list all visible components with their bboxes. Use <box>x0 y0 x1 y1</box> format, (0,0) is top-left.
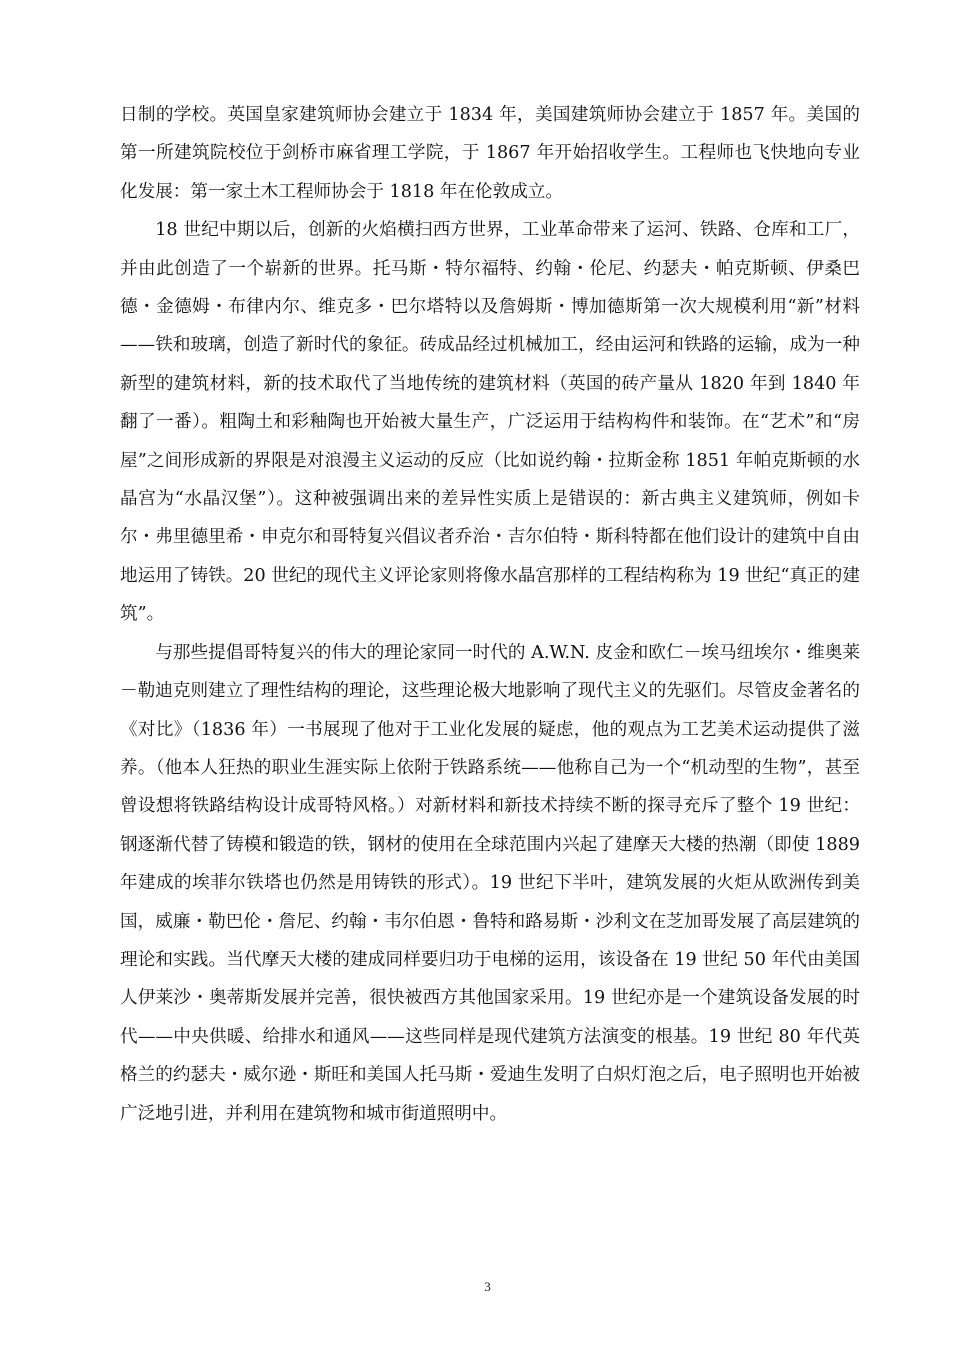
paragraph-continuation: 日制的学校。英国皇家建筑师协会建立于 1834 年，美国建筑师协会建立于 1857 年。美国的第一所建筑院校位于剑桥市麻省理工学院，于 1867 年开始招收学生。工程师也飞快地向专业化发展：第一家土木工程师协会于 1818 年在伦敦成立。 <box>120 105 860 202</box>
body-text <box>120 96 860 1133</box>
page-number: 3 <box>484 1279 491 1294</box>
paragraph-industrial-revolution: 18 世纪中期以后，创新的火焰横扫西方世界，工业革命带来了运河、铁路、仓库和工厂，并由此创造了一个崭新的世界。托马斯・特尔福特、约翰・伦尼、约瑟夫・帕克斯顿、伊桑巴德・金德姆・布律内尔、维克多・巴尔塔特以及詹姆斯・博加德斯第一次大规模利用“新”材料——铁和玻璃，创造了新时代的象征。砖成品经过机械加工，经由运河和铁路的运输，成为一种新型的建筑材料，新的技术取代了当地传统的建筑材料（英国的砖产量从 1820 年到 1840 年翻了一番）。粗陶土和彩釉陶也开始被大量生产，广泛运用于结构构件和装饰。在“艺术”和“房屋”之间形成新的界限是对浪漫主义运动的反应（比如说约翰・拉斯金称 1851 年帕克斯顿的水晶宫为“水晶汉堡”）。这种被强调出来的差异性实质上是错误的：新古典主义建筑师，例如卡尔・弗里德里希・申克尔和哥特复兴倡议者乔治・吉尔伯特・斯科特都在他们设计的建筑中自由地运用了铸铁。20 世纪的现代主义评论家则将像水晶宫那样的工程结构称为 19 世纪“真正的建筑”。 <box>120 220 860 625</box>
paragraph-rational-structure: 与那些提倡哥特复兴的伟大的理论家同一时代的 A.W.N. 皮金和欧仁－埃马纽埃尔・维奥莱－勒迪克则建立了理性结构的理论，这些理论极大地影响了现代主义的先驱们。尽管皮金著名的《对比》（1836 年）一书展现了他对于工业化发展的疑虑，他的观点为工艺美术运动提供了滋养。（他本人狂热的职业生涯实际上依附于铁路系统——他称自己为一个“机动型的生物”，甚至曾设想将铁路结构设计成哥特风格。）对新材料和新技术持续不断的探寻充斥了整个 19 世纪：钢逐渐代替了铸模和锻造的铁，钢材的使用在全球范围内兴起了建摩天大楼的热潮（即使 1889 年建成的埃菲尔铁塔也仍然是用铸铁的形式）。19 世纪下半叶，建筑发展的火炬从欧洲传到美国，威廉・勒巴伦・詹尼、约翰・韦尔伯恩・鲁特和路易斯・沙利文在芝加哥发展了高层建筑的理论和实践。当代摩天大楼的建成同样要归功于电梯的运用，该设备在 19 世纪 50 年代由美国人伊莱沙・奥蒂斯发展并完善，很快被西方其他国家采用。19 世纪亦是一个建筑设备发展的时代——中央供暖、给排水和通风——这些同样是现代建筑方法演变的根基。19 世纪 80 年代英格兰的约瑟夫・威尔逊・斯旺和美国人托马斯・爱迪生发明了白炽灯泡之后，电子照明也开始被广泛地引进，并利用在建筑物和城市街道照明中。 <box>120 642 860 1124</box>
